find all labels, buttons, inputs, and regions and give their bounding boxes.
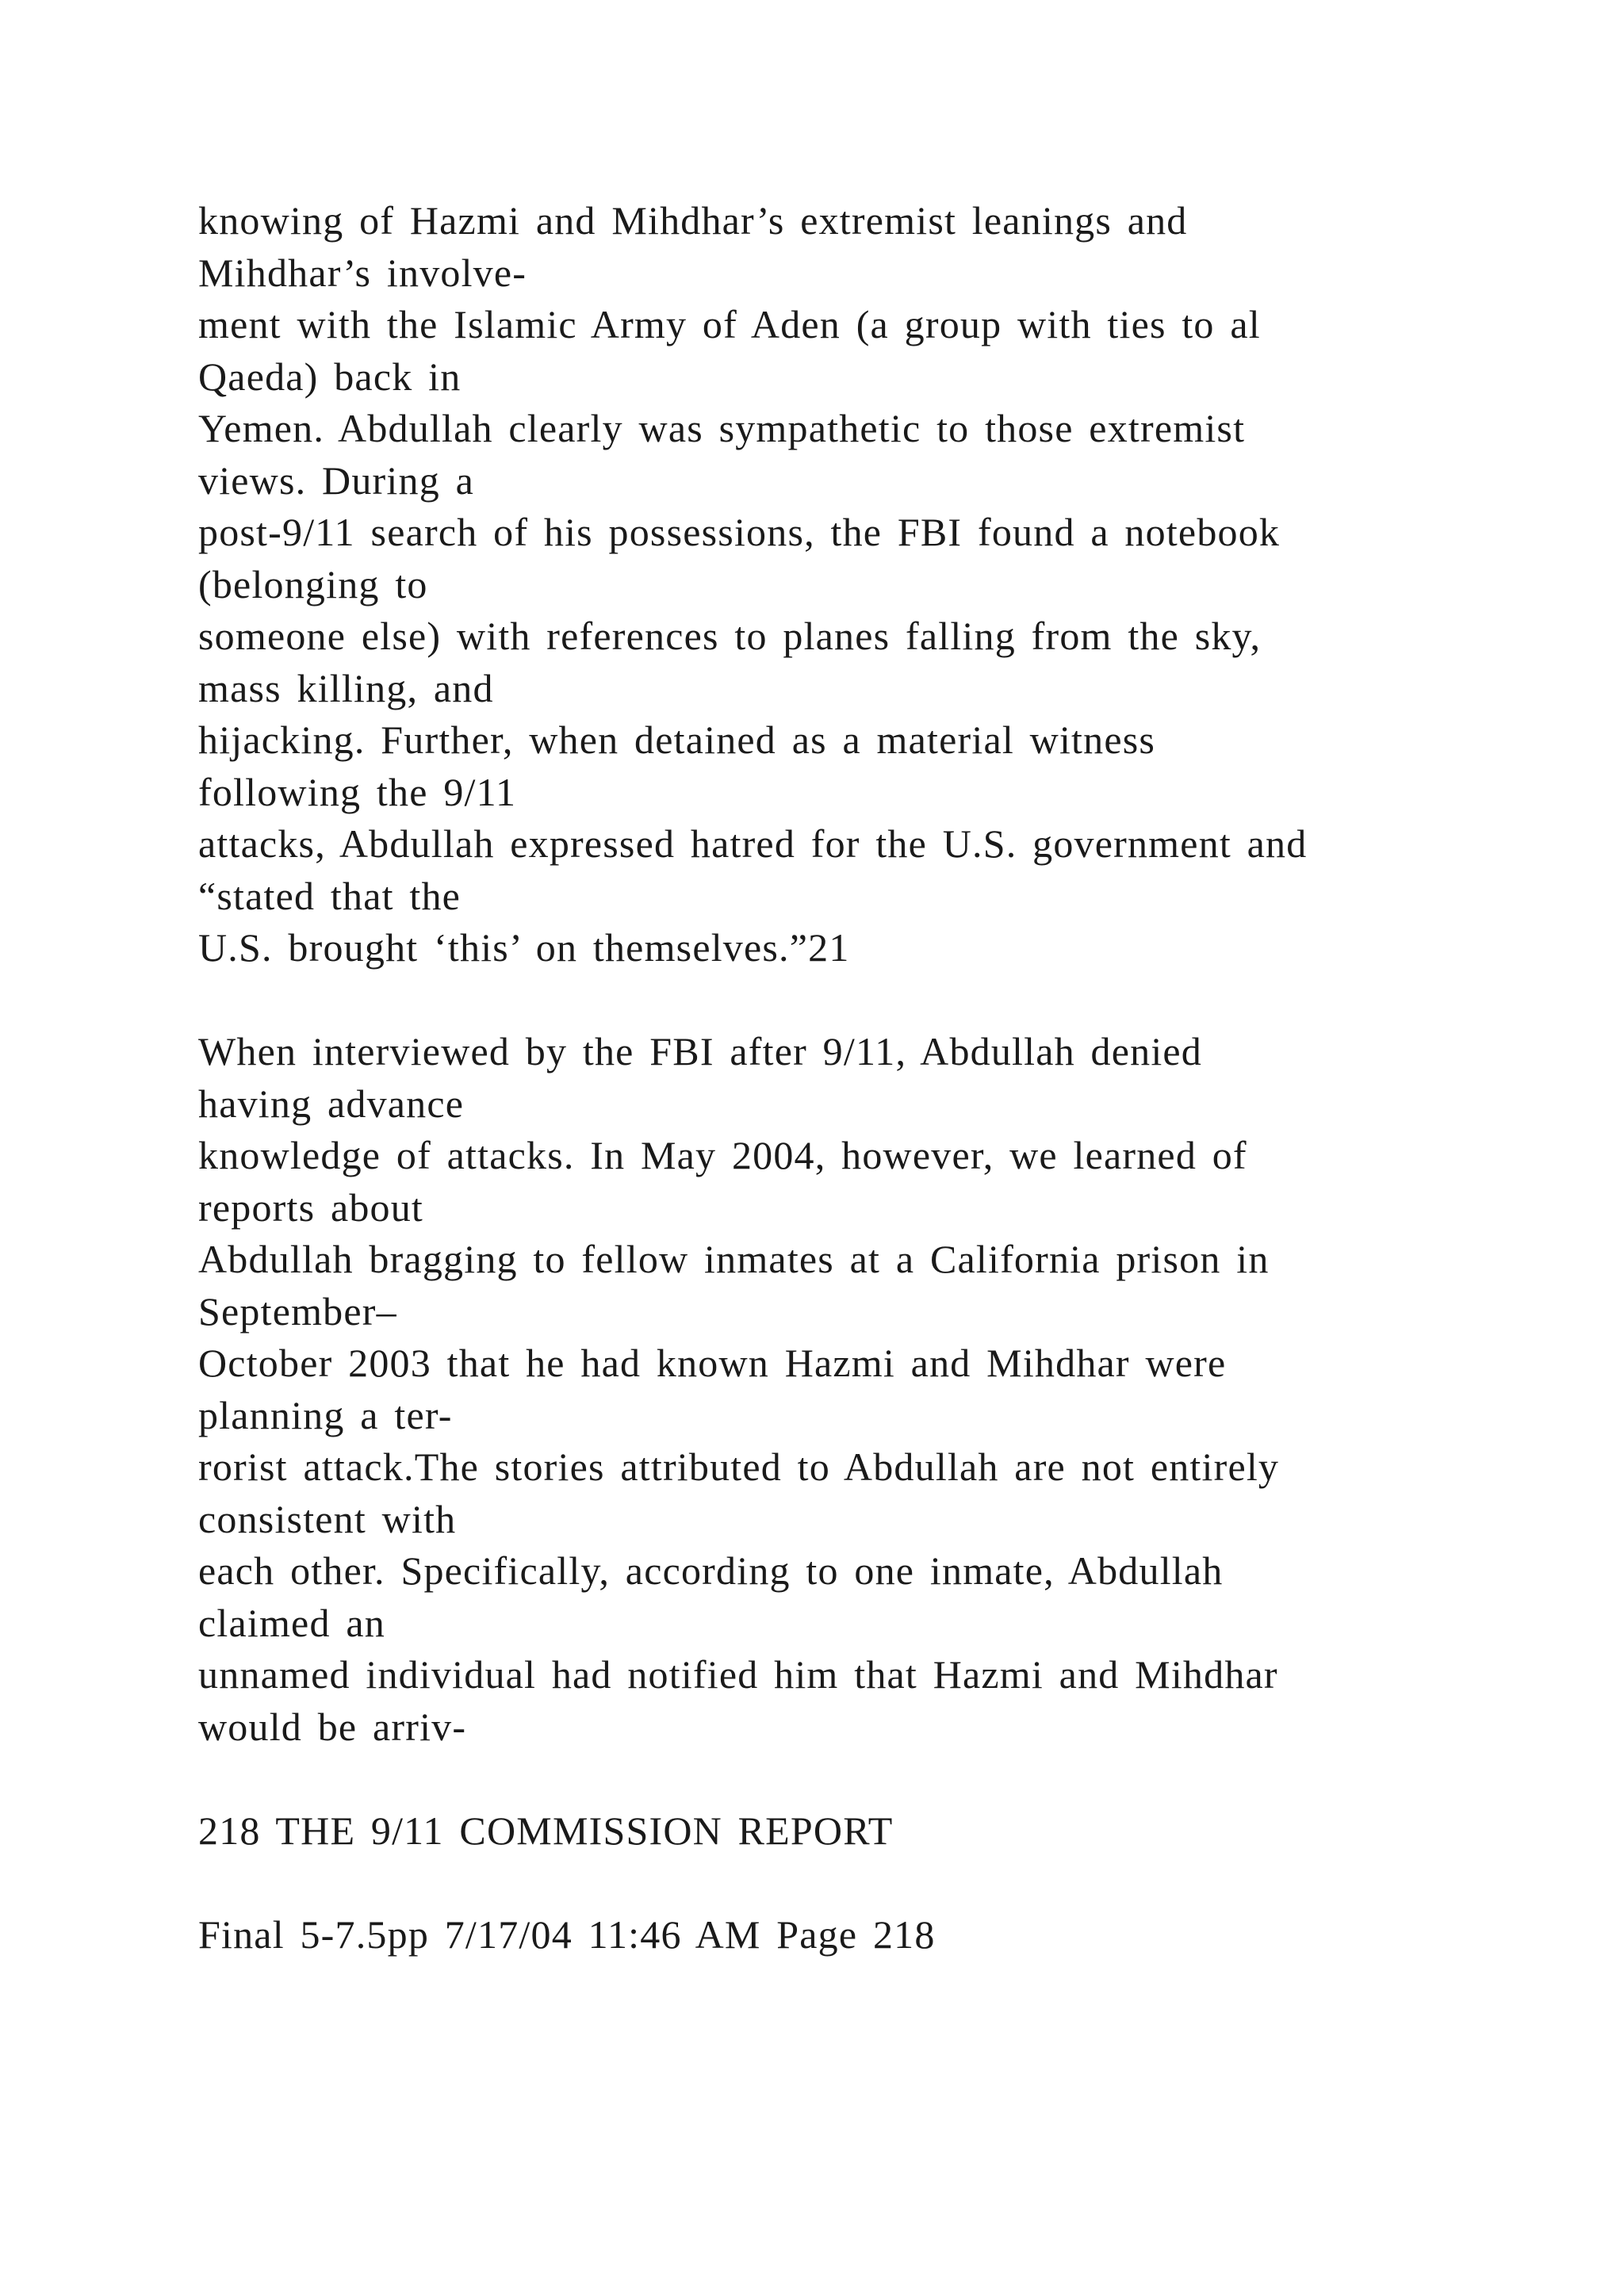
- text-line: post-9/11 search of his possessions, the FBI found a notebook: [198, 510, 1281, 554]
- text-line: unnamed individual had notified him that Hazmi and Mihdhar: [198, 1652, 1278, 1697]
- text-line: each other. Specifically, according to one inmate, Abdullah: [198, 1548, 1224, 1593]
- text-line: hijacking. Further, when detained as a material witness: [198, 718, 1156, 762]
- paragraph-2: [198, 1026, 1435, 1753]
- text-line: (belonging to: [198, 561, 428, 607]
- text-line: consistent with: [198, 1496, 457, 1541]
- text-line: ment with the Islamic Army of Aden (a group with ties to al: [198, 302, 1261, 346]
- text-line: someone else) with references to planes falling from the sky,: [198, 614, 1262, 658]
- text-line: attacks, Abdullah expressed hatred for the U.S. government and: [198, 821, 1308, 866]
- text-line: knowledge of attacks. In May 2004, however, we learned of: [198, 1133, 1247, 1177]
- paragraph-gap: [198, 1857, 1435, 1909]
- text-line: knowing of Hazmi and Mihdhar’s extremist leanings and: [198, 198, 1188, 243]
- text-line: following the 9/11: [198, 769, 517, 814]
- text-line: September–: [198, 1288, 397, 1334]
- document-text: [198, 195, 1435, 1961]
- text-line: mass killing, and: [198, 665, 494, 710]
- text-line: having advance: [198, 1081, 465, 1126]
- text-line: would be arriv-: [198, 1704, 467, 1749]
- text-line: “stated that the: [198, 873, 462, 918]
- paragraph-1: [198, 195, 1435, 974]
- text-line: views. During a: [198, 457, 474, 503]
- text-line: Abdullah bragging to fellow inmates at a California prison in: [198, 1237, 1270, 1281]
- text-line: Yemen. Abdullah clearly was sympathetic to those extremist: [198, 406, 1246, 450]
- paragraph-gap: [198, 974, 1435, 1027]
- text-line: When interviewed by the FBI after 9/11, Abdullah denied: [198, 1029, 1203, 1073]
- text-line: planning a ter-: [198, 1392, 453, 1437]
- print-slug: Final 5-7.5pp 7/17/04 11:46 AM Page 218: [198, 1911, 936, 1957]
- running-footer: 218 THE 9/11 COMMISSION REPORT: [198, 1808, 894, 1853]
- text-line: October 2003 that he had known Hazmi and Mihdhar were: [198, 1341, 1227, 1385]
- text-line: Qaeda) back in: [198, 354, 462, 399]
- text-line: claimed an: [198, 1600, 385, 1645]
- paragraph-gap: [198, 1753, 1435, 1805]
- text-line: U.S. brought ‘this’ on themselves.”21: [198, 925, 850, 970]
- text-line: Mihdhar’s involve-: [198, 250, 527, 295]
- text-line: rorist attack.The stories attributed to Abdullah are not entirely: [198, 1445, 1280, 1489]
- text-line: reports about: [198, 1184, 424, 1230]
